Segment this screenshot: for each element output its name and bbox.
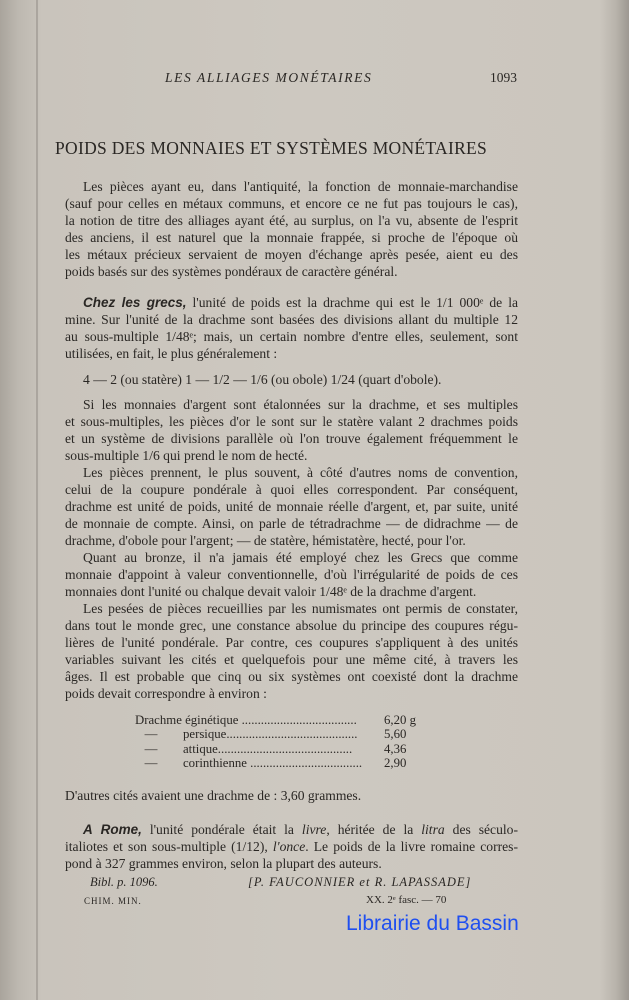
line-text: variables suivant les cités et quelquefois pour une même cité, à travers les [65, 652, 518, 667]
line-text: âges. Il est probable que cinq ou six systèmes ont coexisté dont la drachme [65, 669, 518, 684]
text-line [65, 515, 518, 532]
line-text: drachme, d'obole pour l'argent; — de statère, hémistatère, hecté, pour l'or. [65, 533, 466, 548]
lead-in: Chez les grecs, [83, 295, 187, 310]
text-line [65, 651, 518, 668]
line-text: italiotes et son sous-multiple (1/12), [65, 839, 273, 854]
line-text: monnaie d'appoint à valeur conventionnelle, d'où l'irrégularité de poids de ces [65, 567, 518, 582]
text-line [83, 821, 518, 838]
line-text: Quant au bronze, il n'a jamais été employé chez les Grecs que comme [83, 550, 518, 565]
italic-term: litra [421, 822, 445, 837]
table-row-label: — attique.......................................... [135, 741, 353, 756]
text-line [65, 413, 518, 430]
line-text: les métaux précieux servaient de moyen d'échange après pesée, aient eu des [65, 247, 518, 262]
text-line [65, 566, 518, 583]
text-line [83, 371, 518, 388]
text-line [65, 328, 518, 345]
italic-term: l'once [272, 839, 306, 854]
line-text: l'unité de poids est la drachme qui est le 1/1 000ᵉ de la [186, 295, 519, 310]
line-text: , héritée de la [326, 822, 422, 837]
table-row-value: 2,90 [384, 756, 407, 771]
line-text: (sauf pour celles en métaux communs, et encore ce ne fut pas toujours le cas), [65, 196, 518, 211]
line-text: pond à 327 grammes environ, selon la plupart des auteurs. [65, 856, 382, 871]
text-line [65, 685, 518, 702]
line-text: Les pesées de pièces recueillies par les numismates ont permis de constater, [83, 601, 518, 616]
text-line [65, 311, 518, 328]
line-text: monnaies dont l'unité ou chalque devait valoir 1/48ᵉ de la drachme d'argent. [65, 584, 477, 599]
signature-right: XX. 2ᵉ fasc. — 70 [366, 894, 447, 906]
line-text: des século- [444, 822, 518, 837]
page-number: 1093 [490, 70, 517, 85]
text-line [65, 668, 518, 685]
line-text: poids basés sur des systèmes pondéraux de caractère général. [65, 264, 398, 279]
text-line [83, 600, 518, 617]
line-text: l'unité pondérale était la [141, 822, 302, 837]
line-text: celui de la coupure pondérale à quoi elles correspondent. Par conséquent, [65, 482, 518, 497]
text-line [65, 617, 518, 634]
lead-in: A Rome, [83, 822, 142, 837]
section-title: POIDS DES MONNAIES ET SYSTÈMES MONÉTAIRES [55, 138, 488, 158]
line-text: sous-multiple 1/6 qui prend le nom de hecté. [65, 448, 308, 463]
line-text: dans tout le monde grec, une constance absolue du principe des coupures régu- [65, 618, 518, 633]
text-line [65, 195, 518, 212]
line-text: drachme est unité de poids, unité de monnaie réelle d'argent, et, par suite, unité [65, 499, 518, 514]
line-text: lières de l'unité pondérale. Par contre, ces coupures s'appliquent à des unités [65, 635, 518, 650]
line-text: la notion de titre des alliages ayant été, au surplus, on l'a vu, absente de l'esprit [65, 213, 518, 228]
line-text: et sous-multiples, les pièces d'or le sont sur le statère valant 2 drachmes poids [65, 414, 518, 429]
running-title: LES ALLIAGES MONÉTAIRES [165, 70, 373, 85]
text-line [65, 229, 518, 246]
text-line [65, 263, 518, 280]
text-line [83, 549, 518, 566]
line-text: Les pièces ayant eu, dans l'antiquité, la fonction de monnaie-marchandise [83, 179, 518, 194]
line-text: mine. Sur l'unité de la drachme sont basées des divisions allant du multiple 12 [65, 312, 518, 327]
book-gutter [36, 0, 38, 1000]
text-line [83, 178, 518, 195]
signature-left: CHIM. MIN. [84, 896, 142, 906]
line-text: 4 — 2 (ou statère) 1 — 1/2 — 1/6 (ou obole) 1/24 (quart d'obole). [83, 372, 442, 387]
text-line [65, 430, 518, 447]
text-line [83, 464, 518, 481]
text-line [83, 396, 518, 413]
line-text: Si les monnaies d'argent sont étalonnées sur la drachme, et ses multiples [83, 397, 518, 412]
line-text: de monnaie de compte. Ainsi, on parle de tétradrachme — de didrachme — de [65, 516, 518, 531]
text-line [65, 634, 518, 651]
table-row-label: Drachme éginétique .................................... [135, 713, 357, 727]
text-line [65, 498, 518, 515]
table-row-label: — persique......................................... [135, 727, 358, 742]
line-text: des anciens, il est naturel que la monnaie frappée, si proche de l'époque où [65, 230, 518, 245]
line-text: au sous-multiple 1/48ᵉ; mais, un certain nombre d'entre elles, seulement, sont [65, 329, 518, 344]
bibliography-ref: Bibl. p. 1096. [90, 875, 158, 889]
table-row-value: 4,36 [384, 741, 407, 756]
text-line [65, 345, 518, 362]
text-line [65, 838, 518, 855]
line-text: . Le poids de la livre romaine corres- [305, 839, 518, 854]
text-line [65, 212, 518, 229]
text-line [83, 294, 518, 311]
text-line [65, 481, 518, 498]
table-row-value: 5,60 [384, 727, 407, 742]
text-line [65, 583, 518, 600]
text-line [65, 532, 518, 549]
line-text: utilisées, en fait, le plus généralement : [65, 346, 278, 361]
italic-term: livre [301, 822, 327, 837]
text-line [65, 855, 518, 872]
text-line [65, 246, 518, 263]
line-text: poids devait correspondre à environ : [65, 686, 267, 701]
line-text: et un système de divisions parallèle où l'on trouve également fréquemment le [65, 431, 518, 446]
table-row-label: — corinthienne ................................... [135, 756, 363, 771]
text-line [65, 787, 518, 804]
table-row-value: 6,20 g [384, 713, 416, 727]
watermark: Librairie du Bassin [346, 912, 519, 935]
line-text: Les pièces prennent, le plus souvent, à côté d'autres noms de convention, [83, 465, 518, 480]
line-text: D'autres cités avaient une drachme de : 3,60 grammes. [65, 788, 362, 803]
authors: [P. FAUCONNIER et R. LAPASSADE] [248, 875, 472, 889]
text-line [65, 447, 518, 464]
